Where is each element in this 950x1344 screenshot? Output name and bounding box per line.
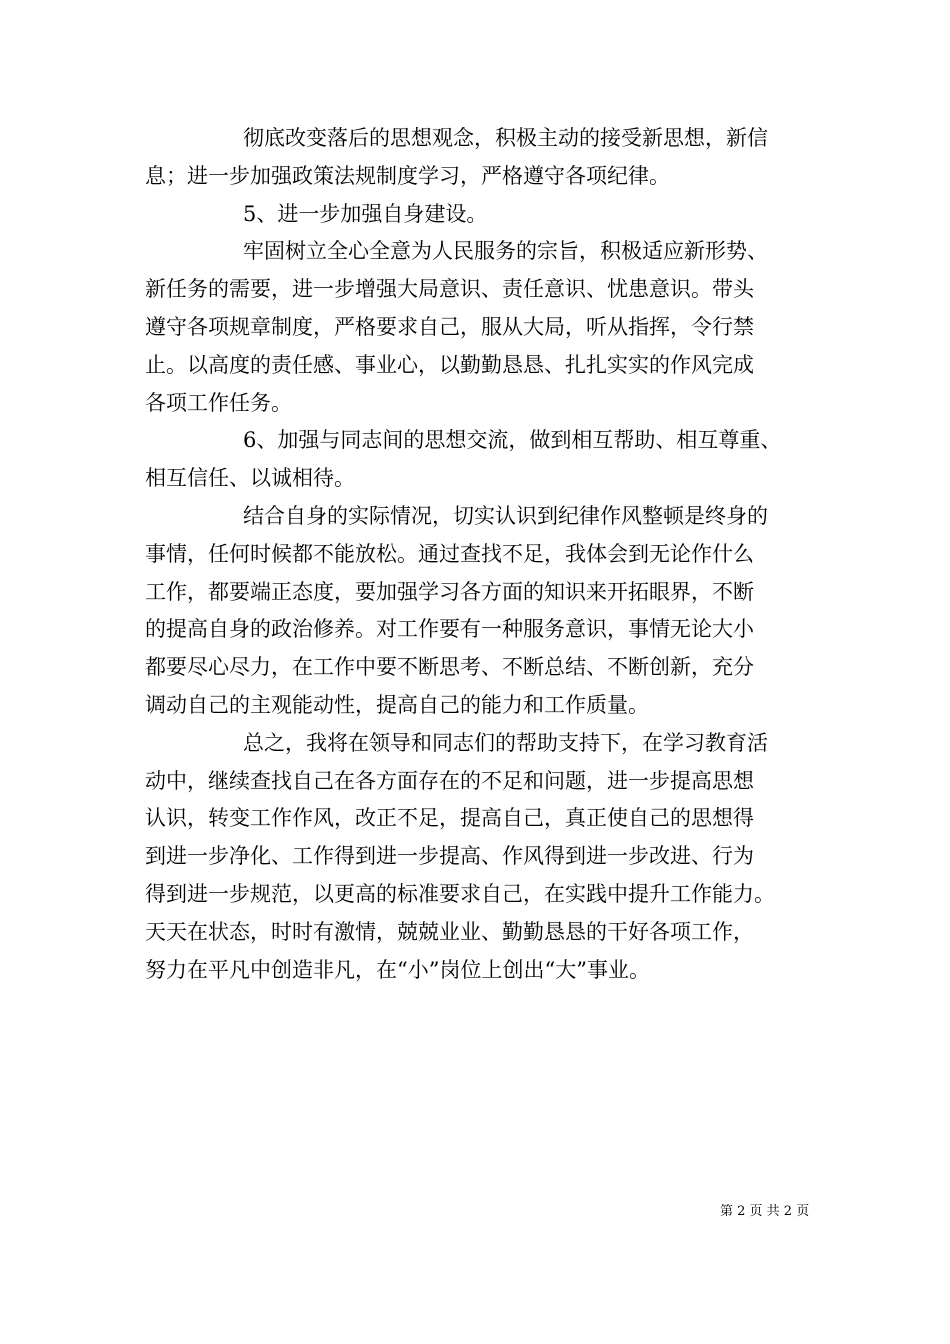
paragraph-line: 调动自己的主观能动性，提高自己的能力和工作质量。 (145, 692, 649, 717)
paragraph-line: 都要尽心尽力，在工作中要不断思考、不断总结、不断创新，充分 (145, 655, 754, 680)
paragraph-line: 息；进一步加强政策法规制度学习，严格遵守各项纪律。 (145, 163, 670, 188)
paragraph-line: 天天在状态，时时有激情，兢兢业业、勤勤恳恳的干好各项工作， (145, 919, 754, 944)
section-heading: 5、进一步加强自身建设。 (243, 201, 488, 226)
section-heading: 6、加强与同志间的思想交流，做到相互帮助、相互尊重、 (243, 428, 782, 453)
document-body (145, 120, 810, 989)
paragraph-line: 到进一步净化、工作得到进一步提高、作风得到进一步改进、行为 (145, 844, 754, 869)
paragraph-line: 认识，转变工作作风，改正不足，提高自己，真正使自己的思想得 (145, 806, 754, 831)
paragraph-line: 努力在平凡中创造非凡，在“小”岗位上创出“大”事业。 (145, 957, 650, 982)
paragraph-line: 结合自身的实际情况，切实认识到纪律作风整顿是终身的 (243, 503, 768, 528)
paragraph-line: 事情，任何时候都不能放松。通过查找不足，我体会到无论作什么 (145, 541, 754, 566)
paragraph-line: 相互信任、以诚相待。 (145, 466, 355, 491)
paragraph-line: 各项工作任务。 (145, 390, 292, 415)
paragraph-line: 动中，继续查找自己在各方面存在的不足和问题，进一步提高思想 (145, 768, 754, 793)
paragraph-line: 彻底改变落后的思想观念，积极主动的接受新思想，新信 (243, 126, 768, 150)
paragraph-line: 的提高自身的政治修养。对工作要有一种服务意识，事情无论大小 (145, 617, 754, 642)
paragraph-line: 得到进一步规范，以更高的标准要求自己，在实践中提升工作能力。 (145, 881, 775, 906)
page-number: 第 2 页 共 2 页 (720, 1204, 810, 1219)
paragraph-line: 新任务的需要，进一步增强大局意识、责任意识、忧患意识。带头 (145, 277, 754, 302)
paragraph-line: 止。以高度的责任感、事业心，以勤勤恳恳、扎扎实实的作风完成 (145, 352, 754, 377)
paragraph-line: 总之，我将在领导和同志们的帮助支持下，在学习教育活 (243, 730, 768, 755)
paragraph-line: 遵守各项规章制度，严格要求自己，服从大局，听从指挥，令行禁 (145, 314, 754, 339)
paragraph-line: 牢固树立全心全意为人民服务的宗旨，积极适应新形势、 (243, 239, 768, 264)
paragraph-line: 工作，都要端正态度，要加强学习各方面的知识来开拓眼界，不断 (145, 579, 754, 604)
